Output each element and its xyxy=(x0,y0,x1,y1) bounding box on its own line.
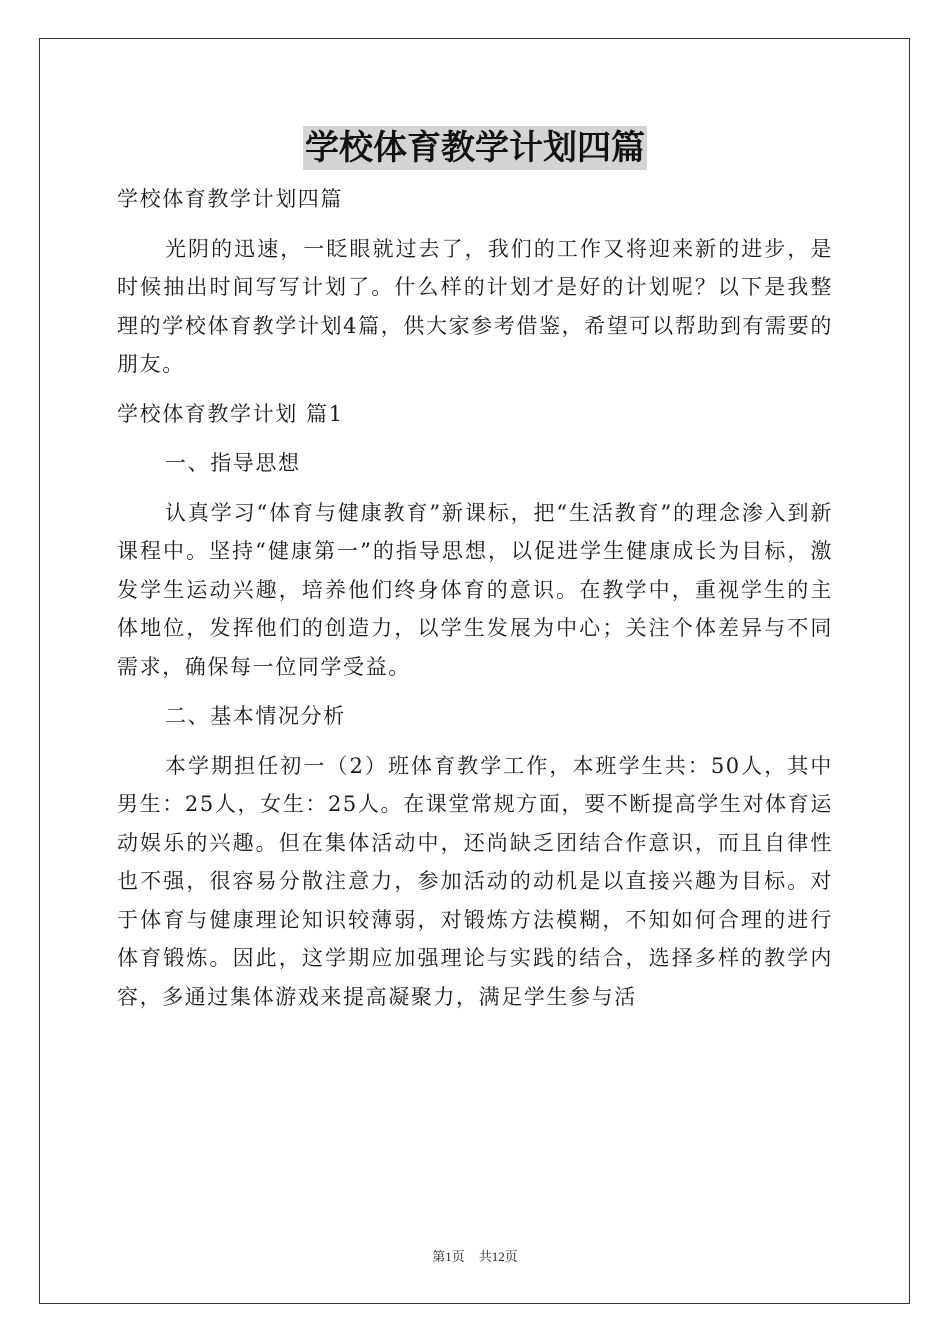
page-number: 第1页 xyxy=(432,1249,465,1264)
page-total: 共12页 xyxy=(478,1249,518,1264)
page-footer xyxy=(0,1246,950,1265)
document-title-text: 学校体育教学计划四篇 xyxy=(305,128,645,168)
paragraph-guiding-ideology: 认真学习“体育与健康教育”新课标，把“生活教育”的理念渗入到新课程中。坚持“健康第一”的指导思想，以促进学生健康成长为目标，激发学生运动兴趣，培养他们终身体育的意识。在教学中，重视学生的主体地位，发挥他们的创造力，以学生发展为中心；关注个体差异与不同需求，确保每一位同学受益。 xyxy=(117,500,833,679)
heading-situation-analysis: 二、基本情况分析 xyxy=(165,704,346,728)
section-title: 学校体育教学计划 篇1 xyxy=(117,401,344,426)
paragraph-situation-analysis: 本学期担任初一（2）班体育教学工作，本班学生共：50人，其中男生：25人，女生：25人。在课堂常规方面，要不断提高学生对体育运动娱乐的兴趣。但在集体活动中，还尚缺乏团结合作意识，而且自律性也不强，很容易分散注意力，参加活动的动机是以直接兴趣为目标。对于体育与健康理论知识较薄弱，对锻炼方法模糊，不知如何合理的进行体育锻炼。因此，这学期应加强理论与实践的结合，选择多样的教学内容，多通过集体游戏来提高凝聚力，满足学生参与活 xyxy=(117,753,833,1009)
intro-paragraph: 光阴的迅速，一眨眼就过去了，我们的工作又将迎来新的进步，是时候抽出时间写写计划了。什么样的计划才是好的计划呢？以下是我整理的学校体育教学计划4篇，供大家参考借鉴，希望可以帮助到有需要的朋友。 xyxy=(117,236,833,376)
heading-guiding-ideology: 一、指导思想 xyxy=(165,451,301,475)
document-subtitle: 学校体育教学计划四篇 xyxy=(117,187,343,211)
document-title xyxy=(0,126,950,170)
document-body xyxy=(117,180,833,1027)
